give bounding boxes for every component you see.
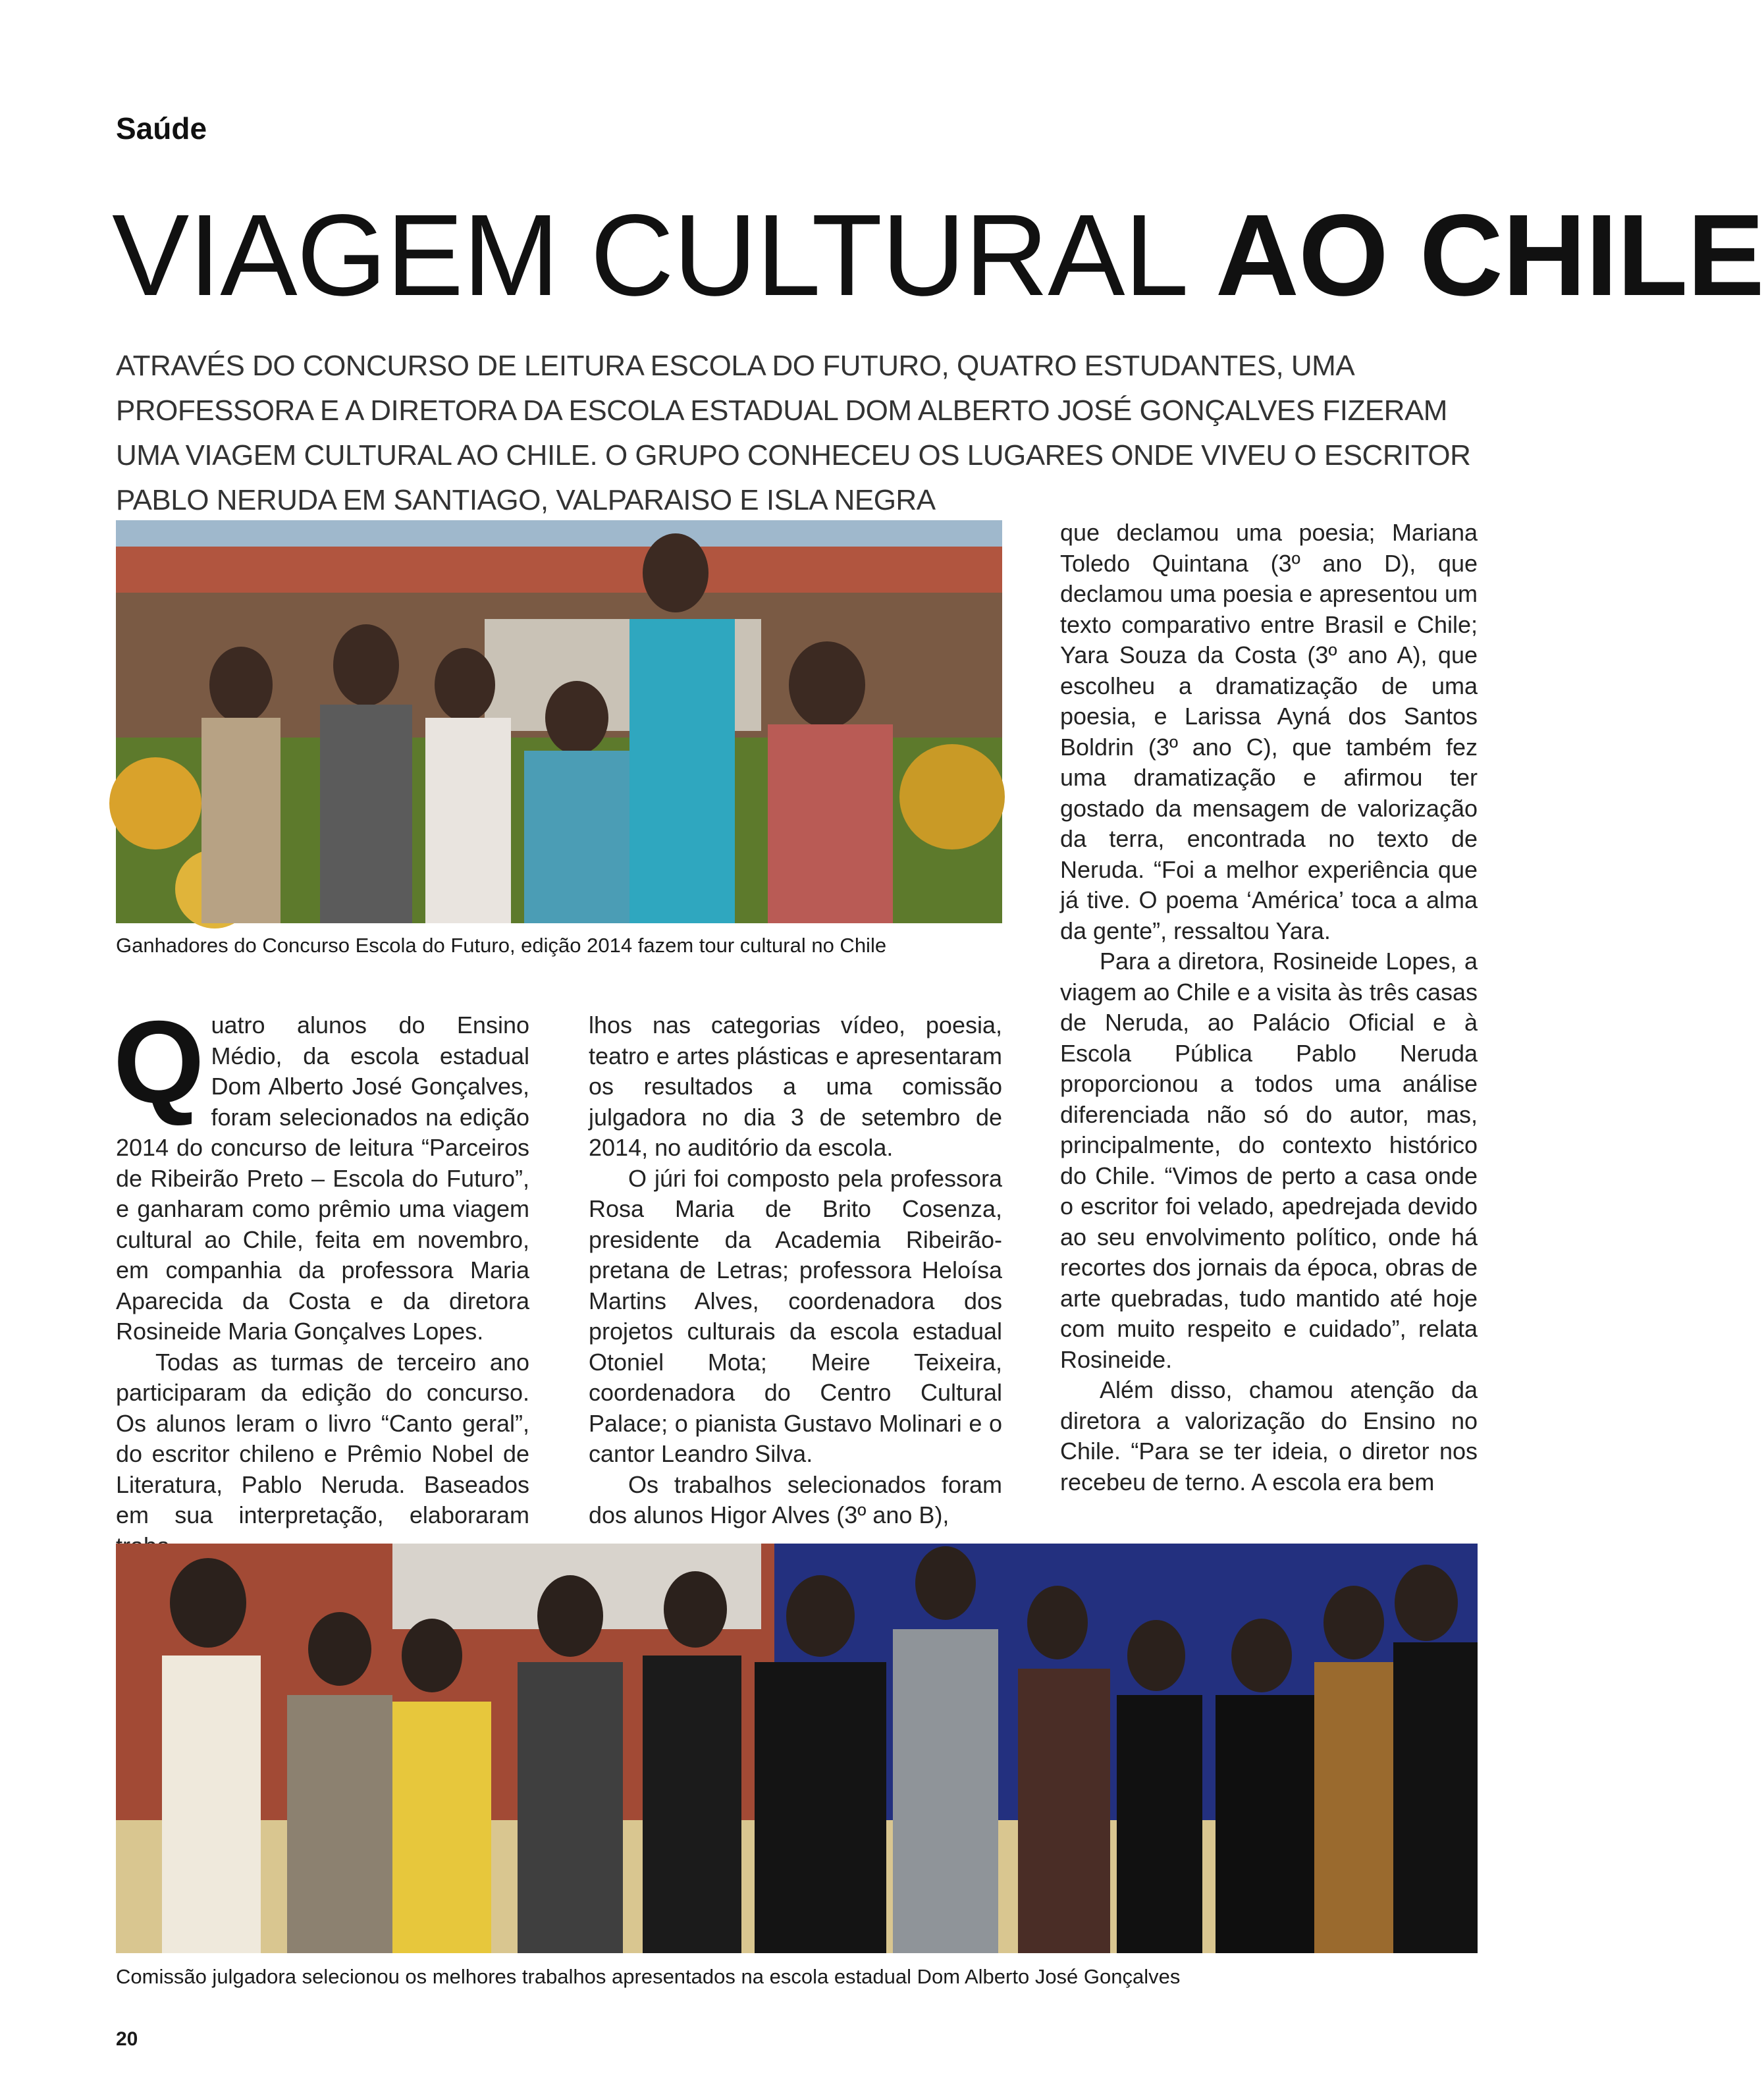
article-headline xyxy=(112,191,1764,320)
page-number: 20 xyxy=(116,2028,138,2050)
article-lead: ATRAVÉS DO CONCURSO DE LEITURA ESCOLA DO FUTURO, QUATRO ESTUDANTES, UMA PROFESSORA E A DIRETORA DA ESCOLA ESTADUAL DOM ALBERTO JOSÉ GONÇALVES FIZERAM UMA VIAGEM CULTURAL AO CHILE. O GRUPO CONHECEU OS LUGARES ONDE VIVEU O ESCRITOR PABLO NERUDA EM SANTIAGO, VALPARAISO E ISLA NEGRA xyxy=(116,350,1471,516)
headline-bold: AO CHILE xyxy=(1215,191,1764,320)
paragraph: Além disso, chamou atenção da diretora a valorização do Ensino no Chile. “Para se ter ideia, o diretor nos recebeu de terno. A escola era bem xyxy=(1060,1376,1478,1495)
photo-jury-group xyxy=(116,1544,1478,1953)
photo-chile-group xyxy=(116,520,1002,923)
drop-cap: Q xyxy=(113,996,205,1127)
paragraph: Para a diretora, Rosineide Lopes, a viagem ao Chile e a visita às três casas de Neruda, ao Palácio Oficial e à Escola Pública Pablo Neruda proporcionou a todos uma análise diferenciada não só do autor, mas, principalmente, do contexto histórico do Chile. “Vimos de perto a casa onde o escritor foi velado, apedrejada devido ao seu envolvimento político, onde há recortes dos jornais da época, obras de arte quebradas, tudo mantido até hoje com muito respeito e cuidado”, relata Rosineide. xyxy=(1060,948,1478,1373)
paragraph-text: uatro alunos do Ensino Médio, da escola estadual Dom Alberto José Gonçalves, foram selecionados na edição 2014 do concurso de leitura “Parceiros de Ribeirão Preto – Escola do Futuro”, e ganharam como prêmio uma viagem cultural ao Chile, feita em novembro, em companhia da professora Maria Aparecida da Costa e da diretora Rosineide Maria Gonçalves Lopes. xyxy=(116,1011,529,1345)
paragraph: Todas as turmas de terceiro ano participaram da edição do concurso. Os alunos leram o livro “Canto geral”, do escritor chileno e Prêmio Nobel de Literatura, Pablo Neruda. Baseados em sua interpretação, elaboraram xyxy=(116,1348,529,1528)
headline-light: VIAGEM CULTURAL xyxy=(112,191,1184,320)
photo-jury-caption: Comissão julgadora selecionou os melhores trabalhos apresentados na escola estadual Dom Alberto José Gonçalves xyxy=(116,1965,1181,1988)
paragraph: que declamou uma poesia; Mariana Toledo Quintana (3º ano D), que declamou uma poesia e apresentou um texto comparativo entre Brasil e Chile; Yara Souza da Costa (3º ano A), que escolheu a dramatização de uma poesia, e Larissa Ayná dos Santos Boldrin (3º ano C), que também fez uma dramatização e afirmou ter gostado da mensagem de valorização da terra, encontrada no texto de Neruda. “Foi a melhor experiência que já tive. O poema ‘América’ toca a alma da gente”, ressaltou Yara. xyxy=(1060,519,1478,944)
paragraph xyxy=(113,996,529,1347)
article-column-3 xyxy=(1060,518,1478,1495)
article-column-1 xyxy=(113,996,529,1528)
article-column-2 xyxy=(589,1010,1002,1528)
section-label: Saúde xyxy=(116,111,207,146)
paragraph: lhos nas categorias vídeo, poesia, teatro e artes plásticas e apresentaram os resultados a uma comissão julgadora no dia 3 de setembro de 2014, no auditório da escola. xyxy=(589,1011,1002,1161)
photo-chile-caption: Ganhadores do Concurso Escola do Futuro, edição 2014 fazem tour cultural no Chile xyxy=(116,934,887,957)
paragraph: Os trabalhos selecionados foram dos alunos Higor Alves (3º ano B), xyxy=(589,1470,1002,1528)
paragraph: O júri foi composto pela professora Rosa Maria de Brito Cosenza, presidente da Academia Ribeirão-pretana de Letras; professora Heloísa Martins Alves, coordenadora dos projetos culturais da escola estadual Otoniel Mota; Meire Teixeira, coordenadora do Centro Cultural Palace; o pianista Gustavo Molinari e o cantor Leandro Silva. xyxy=(589,1164,1002,1467)
